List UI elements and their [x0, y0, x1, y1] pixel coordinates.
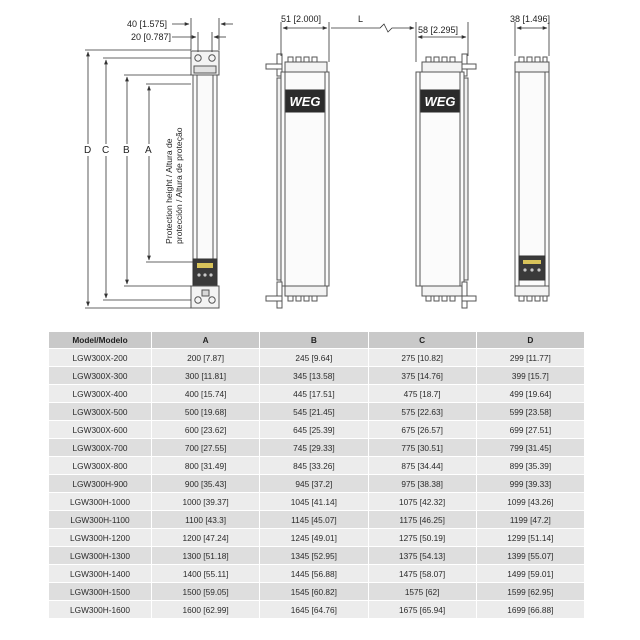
dimensions-table: [48, 331, 585, 619]
dimension-cell: 1645 [64.76]: [260, 601, 368, 619]
dimension-cell: 799 [31.45]: [476, 439, 584, 457]
dimension-cell: 1100 [43.3]: [152, 511, 260, 529]
dimension-cell: 800 [31.49]: [152, 457, 260, 475]
dimension-cell: 699 [27.51]: [476, 421, 584, 439]
dimension-cell: 900 [35.43]: [152, 475, 260, 493]
dimension-cell: 1599 [62.95]: [476, 583, 584, 601]
dim-40-label: 40 [1.575]: [127, 19, 168, 29]
table-row: [49, 493, 585, 511]
header-a: A: [152, 332, 260, 349]
dimension-cell: 245 [9.64]: [260, 349, 368, 367]
header-b: B: [260, 332, 368, 349]
dim-58-label: 58 [2.295]: [418, 25, 459, 35]
dimension-cell: 1045 [41.14]: [260, 493, 368, 511]
table-body: [49, 349, 585, 619]
dimension-cell: 875 [34.44]: [368, 457, 476, 475]
header-c: C: [368, 332, 476, 349]
model-cell: LGW300H-1500: [49, 583, 152, 601]
model-cell: LGW300X-400: [49, 385, 152, 403]
table-row: [49, 475, 585, 493]
dimension-cell: 975 [38.38]: [368, 475, 476, 493]
dimension-cell: 1299 [51.14]: [476, 529, 584, 547]
model-cell: LGW300X-800: [49, 457, 152, 475]
dim-D-label: D: [84, 145, 92, 156]
dimension-cell: 1545 [60.82]: [260, 583, 368, 601]
dimension-cell: 1099 [43.26]: [476, 493, 584, 511]
dimension-cell: 599 [23.58]: [476, 403, 584, 421]
dim-38-label: 38 [1.496]: [510, 14, 551, 24]
dimension-cell: 500 [19.68]: [152, 403, 260, 421]
front-view-left: [191, 51, 219, 308]
front-view-receiver: [416, 54, 476, 308]
dimension-cell: 200 [7.87]: [152, 349, 260, 367]
dimension-cell: 645 [25.39]: [260, 421, 368, 439]
protection-height-label-1: Protection height / Altura de: [164, 138, 174, 244]
table-row: [49, 385, 585, 403]
model-cell: LGW300H-900: [49, 475, 152, 493]
model-cell: LGW300X-200: [49, 349, 152, 367]
dimension-cell: 545 [21.45]: [260, 403, 368, 421]
model-cell: LGW300H-1100: [49, 511, 152, 529]
weg-logo-right: WEG: [424, 94, 456, 109]
dim-51-label: 51 [2.000]: [281, 14, 322, 24]
dimension-cell: 1175 [46.25]: [368, 511, 476, 529]
table-row: [49, 421, 585, 439]
model-cell: LGW300X-300: [49, 367, 152, 385]
dimension-cell: 1145 [45.07]: [260, 511, 368, 529]
dimension-cell: 745 [29.33]: [260, 439, 368, 457]
model-cell: LGW300X-700: [49, 439, 152, 457]
front-view-transmitter: [266, 54, 329, 308]
dimension-cell: 1699 [66.88]: [476, 601, 584, 619]
protection-height-label-2: protección / Altura de proteção: [174, 127, 184, 244]
dim-C-label: C: [102, 145, 110, 156]
dimension-cell: 1400 [55.11]: [152, 565, 260, 583]
dimension-cell: 1199 [47.2]: [476, 511, 584, 529]
table-row: [49, 547, 585, 565]
dimension-cell: 1499 [59.01]: [476, 565, 584, 583]
table-row: [49, 565, 585, 583]
table-row: [49, 511, 585, 529]
table-row: [49, 403, 585, 421]
model-cell: LGW300X-500: [49, 403, 152, 421]
dim-L-label: L: [358, 14, 364, 24]
dimension-cell: 1075 [42.32]: [368, 493, 476, 511]
dimension-cell: 1600 [62.99]: [152, 601, 260, 619]
table-row: [49, 583, 585, 601]
dimension-cell: 1200 [47.24]: [152, 529, 260, 547]
dimension-cell: 499 [19.64]: [476, 385, 584, 403]
dimension-cell: 299 [11.77]: [476, 349, 584, 367]
dimension-cell: 600 [23.62]: [152, 421, 260, 439]
table-row: [49, 349, 585, 367]
dimension-cell: 775 [30.51]: [368, 439, 476, 457]
dimension-cell: 575 [22.63]: [368, 403, 476, 421]
model-cell: LGW300H-1600: [49, 601, 152, 619]
dimension-cell: 945 [37.2]: [260, 475, 368, 493]
model-cell: LGW300H-1000: [49, 493, 152, 511]
dimension-cell: 445 [17.51]: [260, 385, 368, 403]
header-d: D: [476, 332, 584, 349]
dim-B-label: B: [123, 145, 130, 156]
dimension-cell: 1675 [65.94]: [368, 601, 476, 619]
dimension-cell: 1445 [56.88]: [260, 565, 368, 583]
table-row: [49, 439, 585, 457]
dim-20-label: 20 [0.787]: [131, 32, 172, 42]
dim-A-label: A: [145, 145, 152, 156]
dimension-cell: 300 [11.81]: [152, 367, 260, 385]
table-row: [49, 457, 585, 475]
dimension-cell: 275 [10.82]: [368, 349, 476, 367]
model-cell: LGW300X-600: [49, 421, 152, 439]
dimension-cell: 999 [39.33]: [476, 475, 584, 493]
dimension-cell: 700 [27.55]: [152, 439, 260, 457]
model-cell: LGW300H-1400: [49, 565, 152, 583]
dimension-cell: 1000 [39.37]: [152, 493, 260, 511]
dimension-cell: 399 [15.7]: [476, 367, 584, 385]
dimension-cell: 1245 [49.01]: [260, 529, 368, 547]
dimension-cell: 475 [18.7]: [368, 385, 476, 403]
dimension-cell: 375 [14.76]: [368, 367, 476, 385]
dimension-cell: 1345 [52.95]: [260, 547, 368, 565]
table-row: [49, 367, 585, 385]
weg-logo-left: WEG: [289, 94, 321, 109]
dimension-cell: 345 [13.58]: [260, 367, 368, 385]
header-model: Model/Modelo: [49, 332, 152, 349]
table-row: [49, 601, 585, 619]
dimension-cell: 1300 [51.18]: [152, 547, 260, 565]
dimension-cell: 845 [33.26]: [260, 457, 368, 475]
dimension-cell: 1575 [62]: [368, 583, 476, 601]
model-cell: LGW300H-1200: [49, 529, 152, 547]
table-row: [49, 529, 585, 547]
dimension-cell: 1500 [59.05]: [152, 583, 260, 601]
table-header-row: [49, 332, 585, 349]
dimension-lines-right-top: [515, 22, 549, 56]
side-view-right: [515, 57, 549, 301]
dimension-cell: 1375 [54.13]: [368, 547, 476, 565]
dimension-cell: 675 [26.57]: [368, 421, 476, 439]
dimension-cell: 899 [35.39]: [476, 457, 584, 475]
dimension-cell: 1275 [50.19]: [368, 529, 476, 547]
model-cell: LGW300H-1300: [49, 547, 152, 565]
dimension-lines-left-top: [172, 18, 233, 52]
dimension-cell: 400 [15.74]: [152, 385, 260, 403]
dimension-cell: 1399 [55.07]: [476, 547, 584, 565]
dimension-cell: 1475 [58.07]: [368, 565, 476, 583]
